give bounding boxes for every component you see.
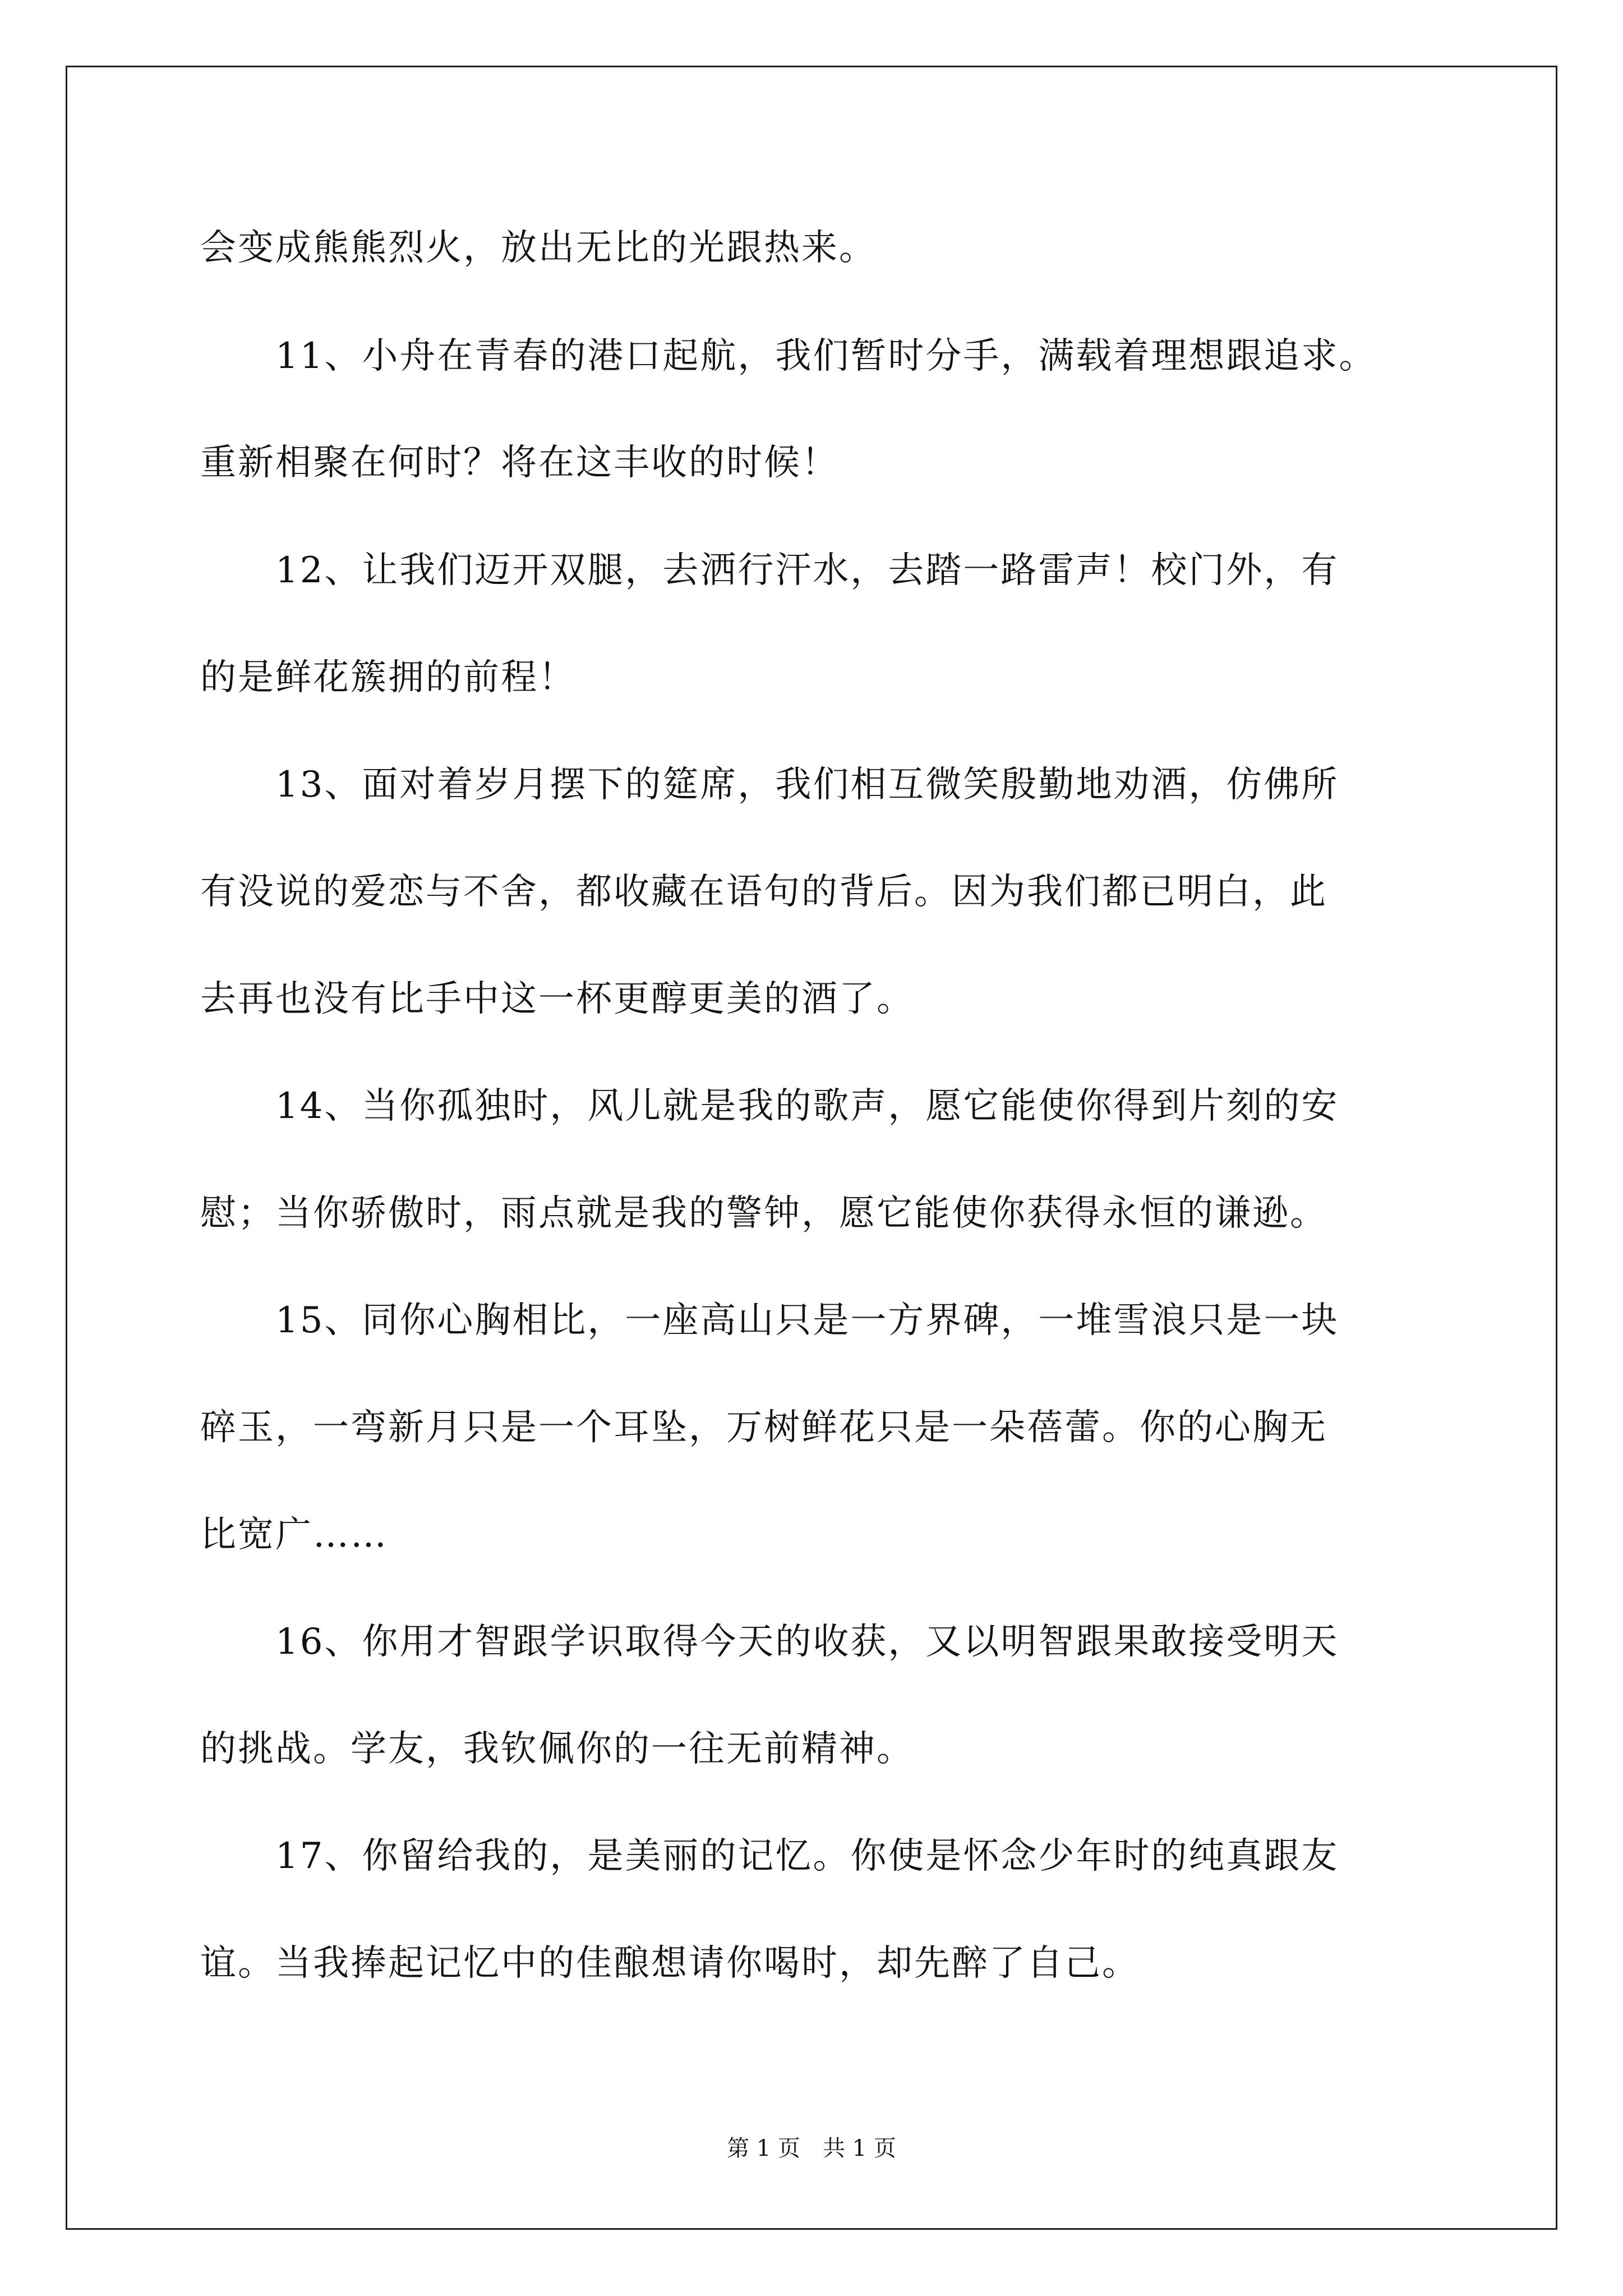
- text-line: 14、当你孤独时，风儿就是我的歌声，愿它能使你得到片刻的安: [200, 1085, 1339, 1127]
- text-line: 谊。当我捧起记忆中的佳酿想请你喝时，却先醉了自己。: [200, 1943, 1140, 1984]
- text-line: 会变成熊熊烈火，放出无比的光跟热来。: [200, 227, 877, 269]
- text-line: 的是鲜花簇拥的前程！: [200, 657, 576, 698]
- text-line: 11、小舟在青春的港口起航，我们暂时分手，满载着理想跟追求。: [200, 335, 1377, 377]
- text-line: 的挑战。学友，我钦佩你的一往无前精神。: [200, 1728, 914, 1770]
- text-line: 比宽广……: [200, 1514, 388, 1556]
- text-line: 13、面对着岁月摆下的筵席，我们相互微笑殷勤地劝酒，仿佛所: [200, 764, 1339, 806]
- text-line: 慰；当你骄傲时，雨点就是我的警钟，愿它能使你获得永恒的谦逊。: [200, 1193, 1327, 1234]
- text-line: 去再也没有比手中这一杯更醇更美的酒了。: [200, 978, 914, 1020]
- text-line: 16、你用才智跟学识取得今天的收获，又以明智跟果敢接受明天: [200, 1621, 1339, 1663]
- text-line: 15、同你心胸相比，一座高山只是一方界碑，一堆雪浪只是一块: [200, 1300, 1339, 1341]
- text-line: 17、你留给我的，是美丽的记忆。你使是怀念少年时的纯真跟友: [200, 1835, 1339, 1877]
- text-line: 重新相聚在何时？将在这丰收的时候！: [200, 442, 839, 484]
- text-line: 有没说的爱恋与不舍，都收藏在语句的背后。因为我们都已明白，此: [200, 871, 1327, 913]
- page-border: [66, 66, 1557, 2230]
- page-footer: 第 1 页 共 1 页: [727, 2136, 896, 2161]
- text-line: 碎玉，一弯新月只是一个耳坠，万树鲜花只是一朵蓓蕾。你的心胸无: [200, 1407, 1327, 1448]
- text-line: 12、让我们迈开双腿，去洒行汗水，去踏一路雷声！校门外，有: [200, 550, 1339, 591]
